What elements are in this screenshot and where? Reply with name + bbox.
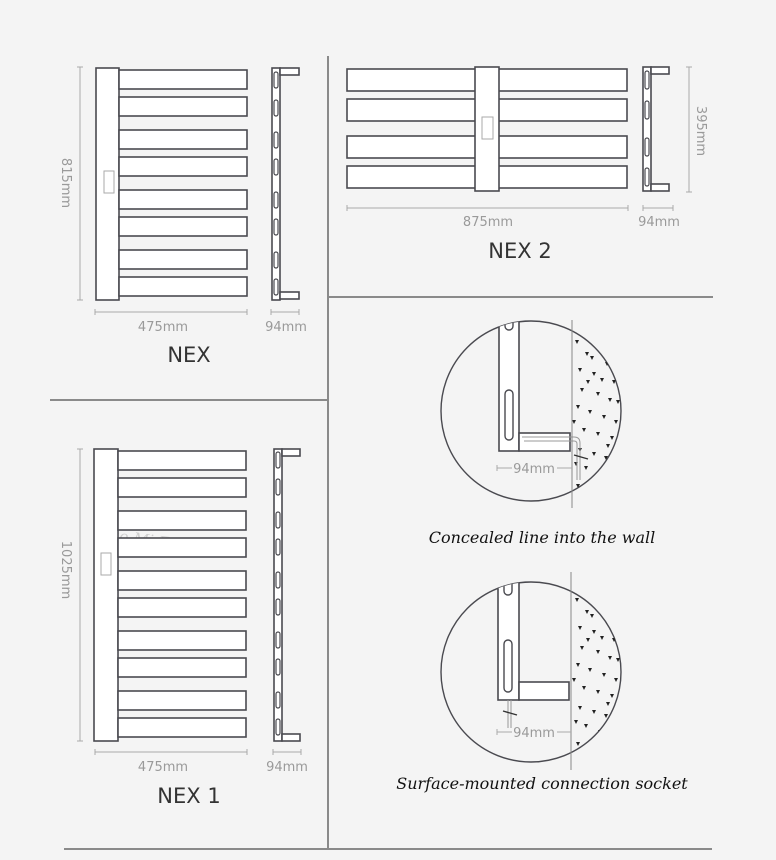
detail-2-caption: Surface-mounted connection socket <box>396 774 688 793</box>
nex-2-depth-label: 94mm <box>638 215 680 230</box>
detail-1-caption: Concealed line into the wall <box>428 528 656 547</box>
detail-surface-socket <box>441 570 621 770</box>
nex-1-width-label: 475mm <box>137 760 189 775</box>
nex-2-width-label: 875mm <box>462 215 514 230</box>
nex-depth-label: 94mm <box>265 320 307 335</box>
model-nex-1 <box>94 449 300 741</box>
model-nex-2 <box>347 67 669 191</box>
detail-concealed-wiring <box>441 300 621 508</box>
watermark: Xiao-Mi <box>94 523 155 550</box>
nex-2-height-label: 395mm <box>693 105 708 157</box>
nex-2-model-name: NEX 2 <box>488 239 552 263</box>
detail-2-depth-label: 94mm <box>513 726 555 741</box>
model-nex <box>96 68 299 300</box>
nex-1-height-label: 1025mm <box>58 540 73 600</box>
detail-1-depth-label: 94mm <box>513 462 555 477</box>
nex-height-label: 815mm <box>58 157 73 209</box>
nex-width-label: 475mm <box>137 320 189 335</box>
nex-model-name: NEX <box>167 343 211 367</box>
nex-1-depth-label: 94mm <box>266 760 308 775</box>
nex-1-model-name: NEX 1 <box>157 784 221 808</box>
